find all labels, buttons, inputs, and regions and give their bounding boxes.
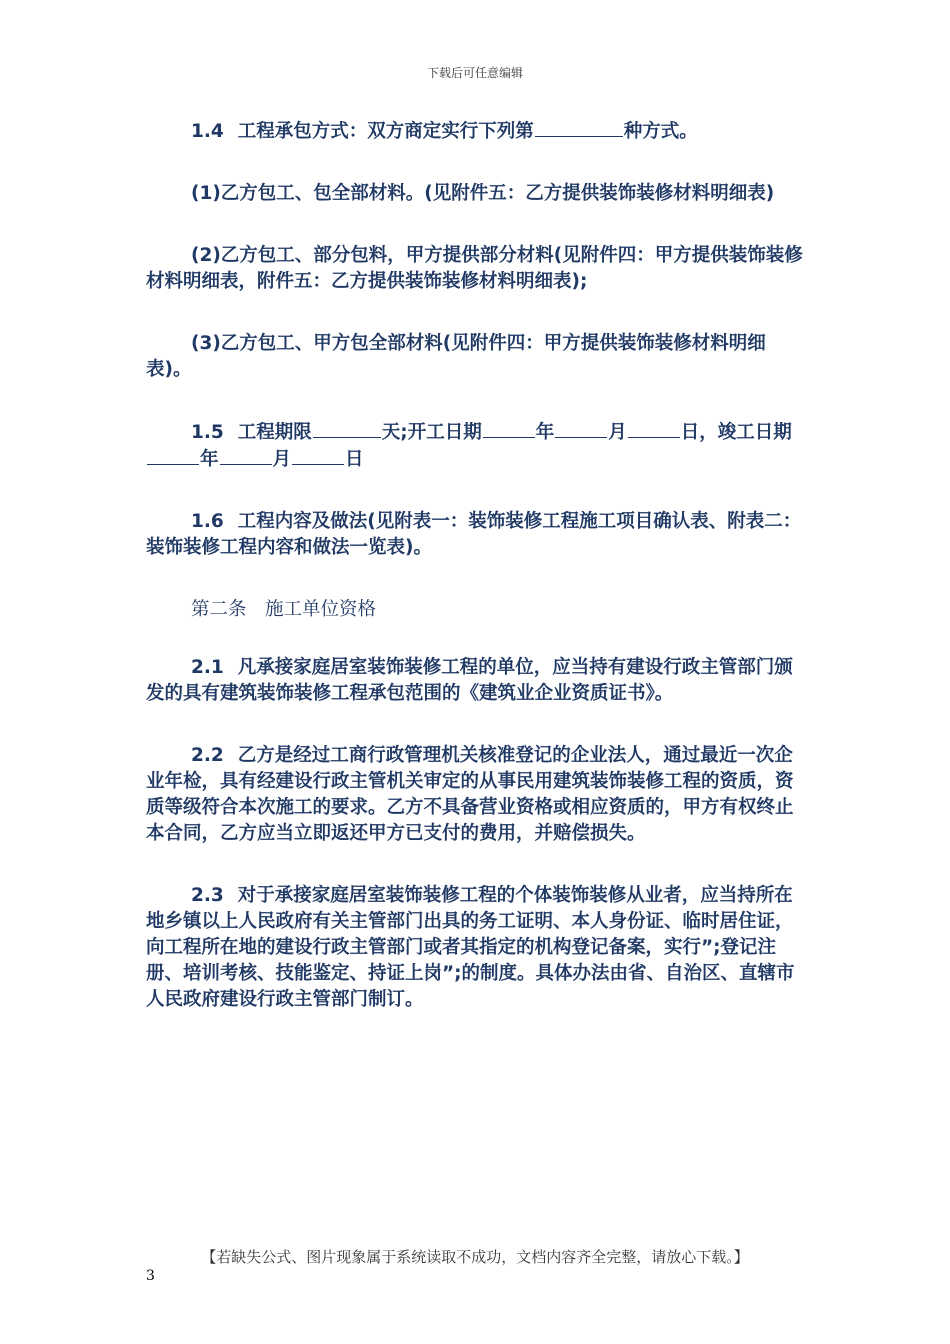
article-2-heading: 第二条 施工单位资格 xyxy=(191,599,377,620)
clause-text: 月 xyxy=(608,422,627,443)
clause-2-3 xyxy=(146,883,806,1013)
clause-1-5 xyxy=(146,419,806,473)
clause-1-6 xyxy=(146,509,806,561)
clause-text: 乙方是经过工商行政管理机关核准登记的企业法人，通过最近一次企业年检，具有经建设行政主管机关审定的从事民用建筑装饰装修工程的资质，资质等级符合本次施工的要求。乙方不具备营业资格或相应资质的，甲方有权终止本合同，乙方应当立即返还甲方已支付的费用，并赔偿损失。 xyxy=(146,745,794,844)
fill-in-blank-days xyxy=(313,419,381,438)
clause-number: 2.1 xyxy=(191,657,224,678)
clause-text: 工程期限 xyxy=(237,422,312,443)
fill-in-blank xyxy=(535,118,623,137)
clause-text: 凡承接家庭居室装饰装修工程的单位，应当持有建设行政主管部门颁发的具有建筑装饰装修工程承包范围的《建筑业企业资质证书》。 xyxy=(146,657,793,704)
clause-number: 1.6 xyxy=(191,511,224,532)
clause-number: 2.3 xyxy=(191,885,224,906)
clause-number: 1.5 xyxy=(191,422,224,443)
clause-text: 日，竣工日期 xyxy=(680,422,792,443)
clause-text: 年 xyxy=(200,449,219,470)
fill-in-blank-end-day xyxy=(292,446,344,465)
clause-text: 年 xyxy=(535,422,555,443)
clause-text: 对于承接家庭居室装饰装修工程的个体装饰装修从业者，应当持所在地乡镇以上人民政府有关主管部门出具的务工证明、本人身份证、临时居住证，向工程所在地的建设行政主管部门或者其指定的机构登记备案，实行”;登记注册、培训考核、技能鉴定、持证上岗”;的制度。具体办法由省、自治区、直辖市人民政府建设行政主管部门制订。 xyxy=(146,885,795,1010)
clause-text: 工程承包方式：双方商定实行下列第 xyxy=(237,121,534,142)
footer-note: 【若缺失公式、图片现象属于系统读取不成功，文档内容齐全完整，请放心下载。】 xyxy=(201,1248,749,1266)
clause-2-2 xyxy=(146,743,806,847)
clause-1-4-option-2: (2)乙方包工、部分包料，甲方提供部分材料(见附件四：甲方提供装饰装修材料明细表，附件五：乙方提供装饰装修材料明细表); xyxy=(146,245,803,292)
clause-2-1 xyxy=(146,655,806,707)
header-note: 下载后可任意编辑 xyxy=(426,66,523,80)
clause-text: 天;开工日期 xyxy=(381,422,482,443)
clause-text: 日 xyxy=(345,449,364,470)
fill-in-blank-start-month xyxy=(555,419,607,438)
clause-1-4-option-3: (3)乙方包工、甲方包全部材料(见附件四：甲方提供装饰装修材料明细表)。 xyxy=(146,333,766,380)
clause-text: 工程内容及做法(见附表一：装饰装修工程施工项目确认表、附表二：装饰装修工程内容和做法一览表)。 xyxy=(146,511,802,558)
clause-number: 2.2 xyxy=(191,745,224,766)
clause-1-4-option-1: (1)乙方包工、包全部材料。(见附件五：乙方提供装饰装修材料明细表) xyxy=(191,183,775,204)
fill-in-blank-end-year xyxy=(147,446,199,465)
fill-in-blank-start-year xyxy=(483,419,535,438)
clause-text: 月 xyxy=(272,449,292,470)
clause-text: 种方式。 xyxy=(623,121,698,142)
clause-number: 1.4 xyxy=(191,121,224,142)
page-number: 3 xyxy=(146,1268,155,1284)
fill-in-blank-end-month xyxy=(220,446,272,465)
document-body xyxy=(146,118,806,1049)
clause-1-4 xyxy=(146,118,806,145)
fill-in-blank-start-day xyxy=(628,419,680,438)
